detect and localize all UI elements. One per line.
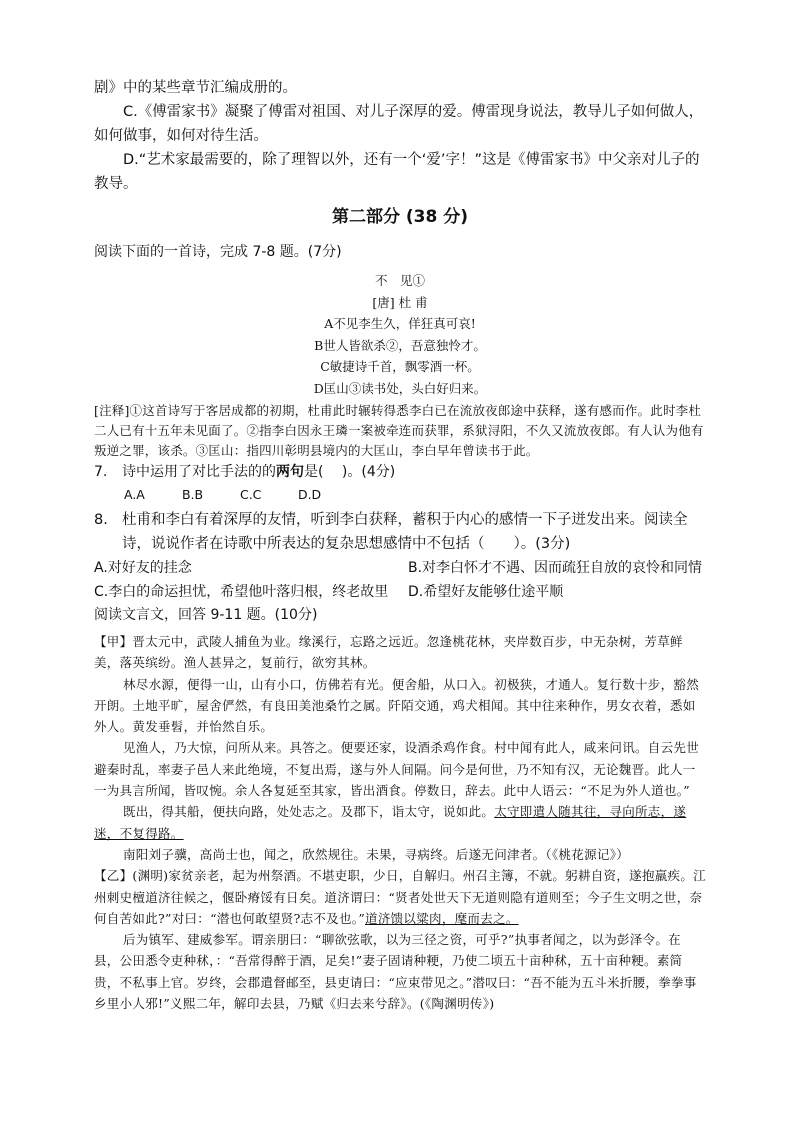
carryover-line: 剧》中的某些章节汇编成册的。 <box>94 80 297 96</box>
q7-text-c: 是( )。(4分) <box>304 464 396 480</box>
yi-para-2: 后为镇军、建威参军。谓亲朋曰：“聊欲弦歌，以为三径之资，可乎?”执事者闻之，以为彭泽令。在县，公田悉令吏种秫，：“吾常得醉于酒，足矣!”妻子固请种粳，乃使二顷五十亩种秫，五十亩种粳。素简贵，不私事上官。岁终，会郡遣督邮至，县吏请曰：“应束带见之。”潜叹曰：“吾不能为五斗米折腰，拳拳事乡里小人邪!”义熙二年，解印去县，乃赋《归去来兮辞》。(《陶渊明传》) <box>94 932 697 1012</box>
jia-para-4 <box>94 801 706 844</box>
yi-underlined-sentence: 道济馈以粱肉，麾而去之。 <box>365 910 519 926</box>
q8-option-d: D.希望好友能够仕途平顺 <box>408 584 564 600</box>
q7-option-a: A.A <box>124 487 145 502</box>
option-d-text: D.“艺术家最需要的，除了理智以外，还有一个‘爱’字！”这是《傅雷家书》中父亲对儿子的教导。 <box>94 152 700 192</box>
question-8 <box>94 508 706 556</box>
poem-block <box>94 270 706 399</box>
q7-number: 7. <box>94 464 108 480</box>
wenyan-intro: 阅读文言文，回答 9-11 题。(10分) <box>94 607 318 623</box>
option-c-text: C.《傅雷家书》凝聚了傅雷对祖国、对儿子深厚的爱。傅雷现身说法，教导儿子如何做人，如何做事，如何对待生活。 <box>94 104 704 144</box>
q7-text-emphasis: 两句 <box>276 464 304 480</box>
jia-para-2: 林尽水源，便得一山，山有小口，仿佛若有光。便舍船，从口入。初极狭，才通人。复行数十步，豁然开朗。土地平旷，屋舍俨然，有良田美池桑竹之属。阡陌交通，鸡犬相闻。其中往来种作，男女衣着，悉如外人。黄发垂髫，并怡然自乐。 <box>94 676 700 735</box>
q8-option-c: C.李白的命运担忧，希望他叶落归根，终老故里 <box>94 584 389 600</box>
question-7 <box>94 461 706 484</box>
q7-option-b: B.B <box>181 487 204 502</box>
poem-title: 不 见① <box>374 273 425 288</box>
passage-jia <box>94 631 706 865</box>
passage-yi <box>94 865 706 1014</box>
poem-line-c: C敏捷诗千首，飘零酒一杯。 <box>320 359 480 374</box>
q8-number: 8. <box>94 512 108 528</box>
q7-stem <box>122 461 395 484</box>
q8-stem: 杜甫和李白有着深厚的友情，听到李白获释，蓄积于内心的感情一下子迸发出来。阅读全诗，说说作者在诗歌中所表达的复杂思想感情中不包括（ ）。(3分) <box>122 512 688 552</box>
poem-annotation: [注释]①这首诗写于客居成都的初期，杜甫此时辗转得悉李白已在流放夜郎途中获释，遂有感而作。此时李杜二人已有十五年未见面了。②指李白因永王璘一案被牵连而获罪，系狱浔阳，不久又流放夜郎。有人认为他有叛逆之罪，该杀。③匡山：指四川彰明县境内的大匡山，李白早年曾读书于此。 <box>94 403 704 458</box>
q7-option-d: D.D <box>297 487 322 502</box>
poem-intro: 阅读下面的一首诗，完成 7-8 题。(7分) <box>94 244 342 260</box>
jia-para-1: 【甲】晋太元中，武陵人捕鱼为业。缘溪行，忘路之远近。忽逢桃花林，夹岸数百步，中无杂树，芳草鲜美，落英缤纷。渔人甚异之，复前行，欲穷其林。 <box>94 634 683 671</box>
q8-option-a: A.对好友的挂念 <box>94 560 192 576</box>
q7-option-c: C.C <box>239 487 262 502</box>
jia-para-4-text: 既出，得其船，便扶向路，处处志之。及郡下，诣太守，说如此。 <box>123 804 495 820</box>
q7-text-a: 诗中运用了对比手法的的 <box>122 464 276 480</box>
poem-line-a: A不见李生久，佯狂真可哀! <box>324 316 476 331</box>
q8-options <box>94 556 706 604</box>
poem-line-d: D匡山③读书处，头白好归来。 <box>313 380 487 396</box>
yi-para-1-text: 【乙】(渊明)家贫亲老，起为州祭酒。不堪吏职，少日，自解归。州召主簿，不就。躬耕自资，遂抱羸疾。江州刺史檀道济往候之，偃卧瘠馁有日矣。道济谓曰：“贤者处世天下无道则隐有道则至；今子生文明之世，奈何自苦如此?”对曰：“潜也何敢望贤?志不及也。” <box>94 868 706 926</box>
exam-page <box>94 76 706 1014</box>
poem-author: [唐] 杜 甫 <box>372 294 428 310</box>
jia-para-5: 南阳刘子骥，高尚士也，闻之，欣然规往。未果，寻病终。后遂无问津者。（《桃花源记》） <box>123 846 630 862</box>
yi-para-1 <box>94 865 706 929</box>
jia-underlined-sentence: 太守即遣人随其往，寻向所志，遂迷，不复得路。 <box>94 804 687 841</box>
q7-options <box>94 484 706 506</box>
section-title: 第二部分 (38 分) <box>331 207 469 227</box>
poem-line-b: B世人皆欲杀②，吾意独怜才。 <box>314 337 486 353</box>
jia-para-3: 见渔人，乃大惊，问所从来。具答之。便要还家，设酒杀鸡作食。村中闻有此人，咸来问讯。自云先世避秦时乱，率妻子邑人来此绝境，不复出焉，遂与外人间隔。问今是何世，乃不知有汉，无论魏晋。此人一一为具言所闻，皆叹惋。余人各复延至其家，皆出酒食。停数日，辞去。此中人语云：“不足为外人道也。” <box>94 740 700 799</box>
q8-option-b: B.对李白怀才不遇、因而疏狂自放的哀怜和同情 <box>408 560 703 576</box>
